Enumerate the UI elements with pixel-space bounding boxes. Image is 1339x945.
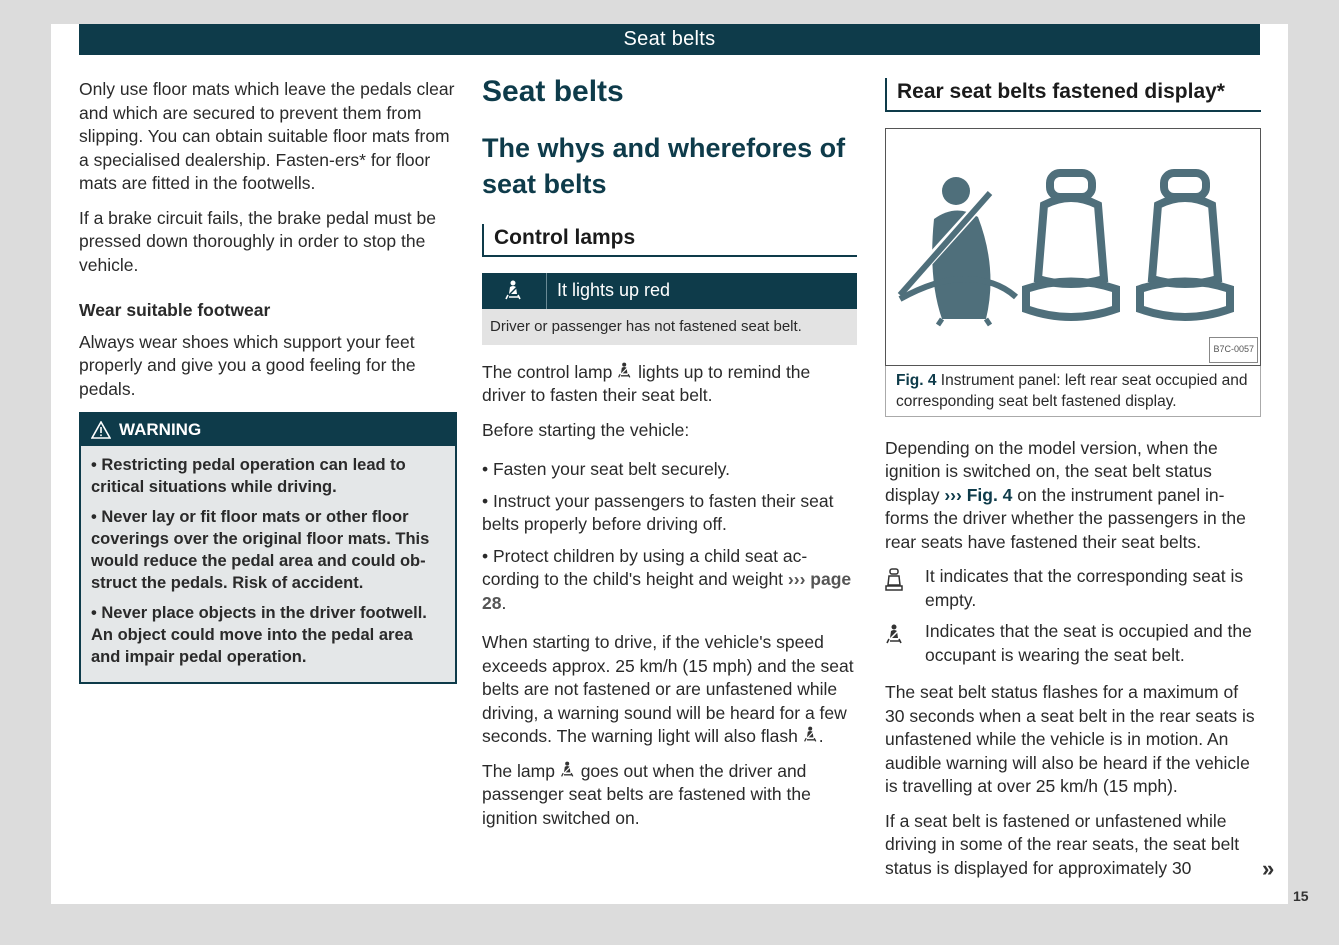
column-2 — [482, 75, 857, 841]
text-run: goes out when the driver and passenger seat belts are fastened with the ignition switched on. — [482, 760, 811, 828]
text-run: When starting to drive, if the vehicle's speed exceeds approx. 25 km/h (15 mph) and the seat belts are not fastened or are unfastened while driving, a warning sound will be heard for a few seconds. The warning light will also flash — [482, 632, 854, 746]
column-1 — [79, 78, 457, 684]
seat-belt-warning-icon — [504, 280, 524, 302]
warning-body — [81, 446, 455, 682]
page-title: Seat belts — [482, 75, 624, 108]
list-item: • Protect children by using a child seat ac-cording to the child's height and weight ››› page 28. — [482, 545, 852, 613]
empty-seat-icon — [1140, 173, 1230, 317]
lamp-icon-cell — [482, 273, 547, 309]
figure-code: B7C-0057 — [1209, 337, 1258, 363]
figure-link[interactable]: ››› Fig. 4 — [944, 484, 1013, 505]
subsection-heading: Control lamps — [482, 224, 857, 258]
empty-seat-icon — [1026, 173, 1116, 317]
empty-seat-icon — [885, 568, 903, 592]
belted-occupant-icon — [885, 623, 905, 647]
paragraph: The seat belt status flashes for a maximum of 30 seconds when a seat belt in the rear seats is unfastened while the vehicle is in motion. An audible warning will also be heard if the vehicle is travelling at over 25 km/h (15 mph). — [885, 682, 1255, 796]
paragraph — [482, 361, 857, 408]
page-number: 15 — [1293, 888, 1309, 904]
paragraph: When starting to drive, if the vehicle's speed exceeds approx. 25 km/h (15 mph) and the seat belts are not fastened or are unfastened while driving, a warning sound will be heard for a few seconds. The warning light will also flash . — [482, 632, 854, 746]
text-run: on the instrument panel in-forms the driver whether the passengers in the rear seats have fastened their seat belts. — [885, 484, 1246, 552]
legend-text: Indicates that the seat is occupied and the occupant is wearing the seat belt. — [925, 621, 1252, 665]
text-run: lights up to remind the driver to fasten their seat belt. — [482, 361, 811, 405]
paragraph: If a seat belt is fastened or unfastened while driving in some of the rear seats, the seat belt status is displayed for approximately 30 — [885, 810, 1240, 878]
subsection-heading: Rear seat belts fastened display* — [885, 78, 1261, 112]
seat-status-illustration — [886, 129, 1260, 363]
text-run: • Protect children by using a child seat ac-cording to the child's height and weight — [482, 545, 808, 589]
seat-belt-warning-icon — [617, 362, 633, 380]
chapter-header: Seat belts — [79, 24, 1260, 55]
warning-header — [81, 414, 455, 446]
caption-text: Instrument panel: left rear seat occupied and corresponding seat belt fastened display. — [896, 371, 1248, 410]
belted-occupant-icon — [898, 177, 1016, 325]
list-item: • Instruct your passengers to fasten their seat belts properly before driving off. — [482, 490, 834, 534]
paragraph: Before starting the vehicle: — [482, 419, 690, 440]
paragraph: Always wear shoes which support your feet properly and give you a good feeling for the pedals. — [79, 331, 416, 399]
section-title: The whys and wherefores of seat belts — [482, 132, 846, 199]
lamp-description: Driver or passenger has not fastened seat belt. — [482, 309, 857, 345]
warning-box — [79, 412, 457, 684]
figure-caption — [885, 366, 1261, 417]
paragraph — [482, 760, 857, 831]
column-3 — [885, 78, 1261, 891]
lamp-label: It lights up red — [557, 280, 671, 301]
figure-4 — [885, 128, 1261, 366]
warning-title: WARNING — [119, 420, 202, 439]
control-lamp-row — [482, 273, 857, 309]
text-run: Depending on the model version, when the ignition is switched on, the seat belt status display — [885, 437, 1218, 505]
warning-item: • Restricting pedal operation can lead to critical situations while driving. — [91, 455, 406, 496]
subheading: Wear suitable footwear — [79, 300, 271, 320]
continued-arrow-icon: » — [1262, 856, 1275, 881]
text-run: The lamp — [482, 760, 555, 781]
text-run: The control lamp — [482, 361, 613, 382]
warning-triangle-icon — [91, 421, 111, 439]
legend-item — [885, 565, 1261, 612]
warning-item: • Never lay or fit floor mats or other floor coverings over the original floor mats. This would reduce the pedal area and could ob-struct the pedals. Risk of accident. — [91, 507, 430, 592]
legend-text: It indicates that the corresponding seat is empty. — [925, 566, 1244, 610]
warning-item: • Never place objects in the driver footwell. An object could move into the pedal area and impair pedal operation. — [91, 603, 427, 666]
paragraph: Only use floor mats which leave the pedals clear and which are secured to prevent them from slipping. You can obtain suitable floor mats from a specialised dealership. Fasten-ers* for floor mats are fitted in the footwells. — [79, 79, 455, 193]
list-item: • Fasten your seat belt securely. — [482, 459, 730, 479]
figure-label: Fig. 4 — [896, 371, 937, 389]
paragraph — [885, 437, 1261, 555]
paragraph: If a brake circuit fails, the brake pedal must be pressed down thoroughly in order to stop the vehicle. — [79, 207, 436, 275]
page-link[interactable]: ››› page 28 — [482, 569, 852, 613]
seat-belt-warning-icon — [803, 726, 819, 744]
legend-item — [885, 620, 1261, 667]
seat-belt-warning-icon — [560, 761, 576, 779]
